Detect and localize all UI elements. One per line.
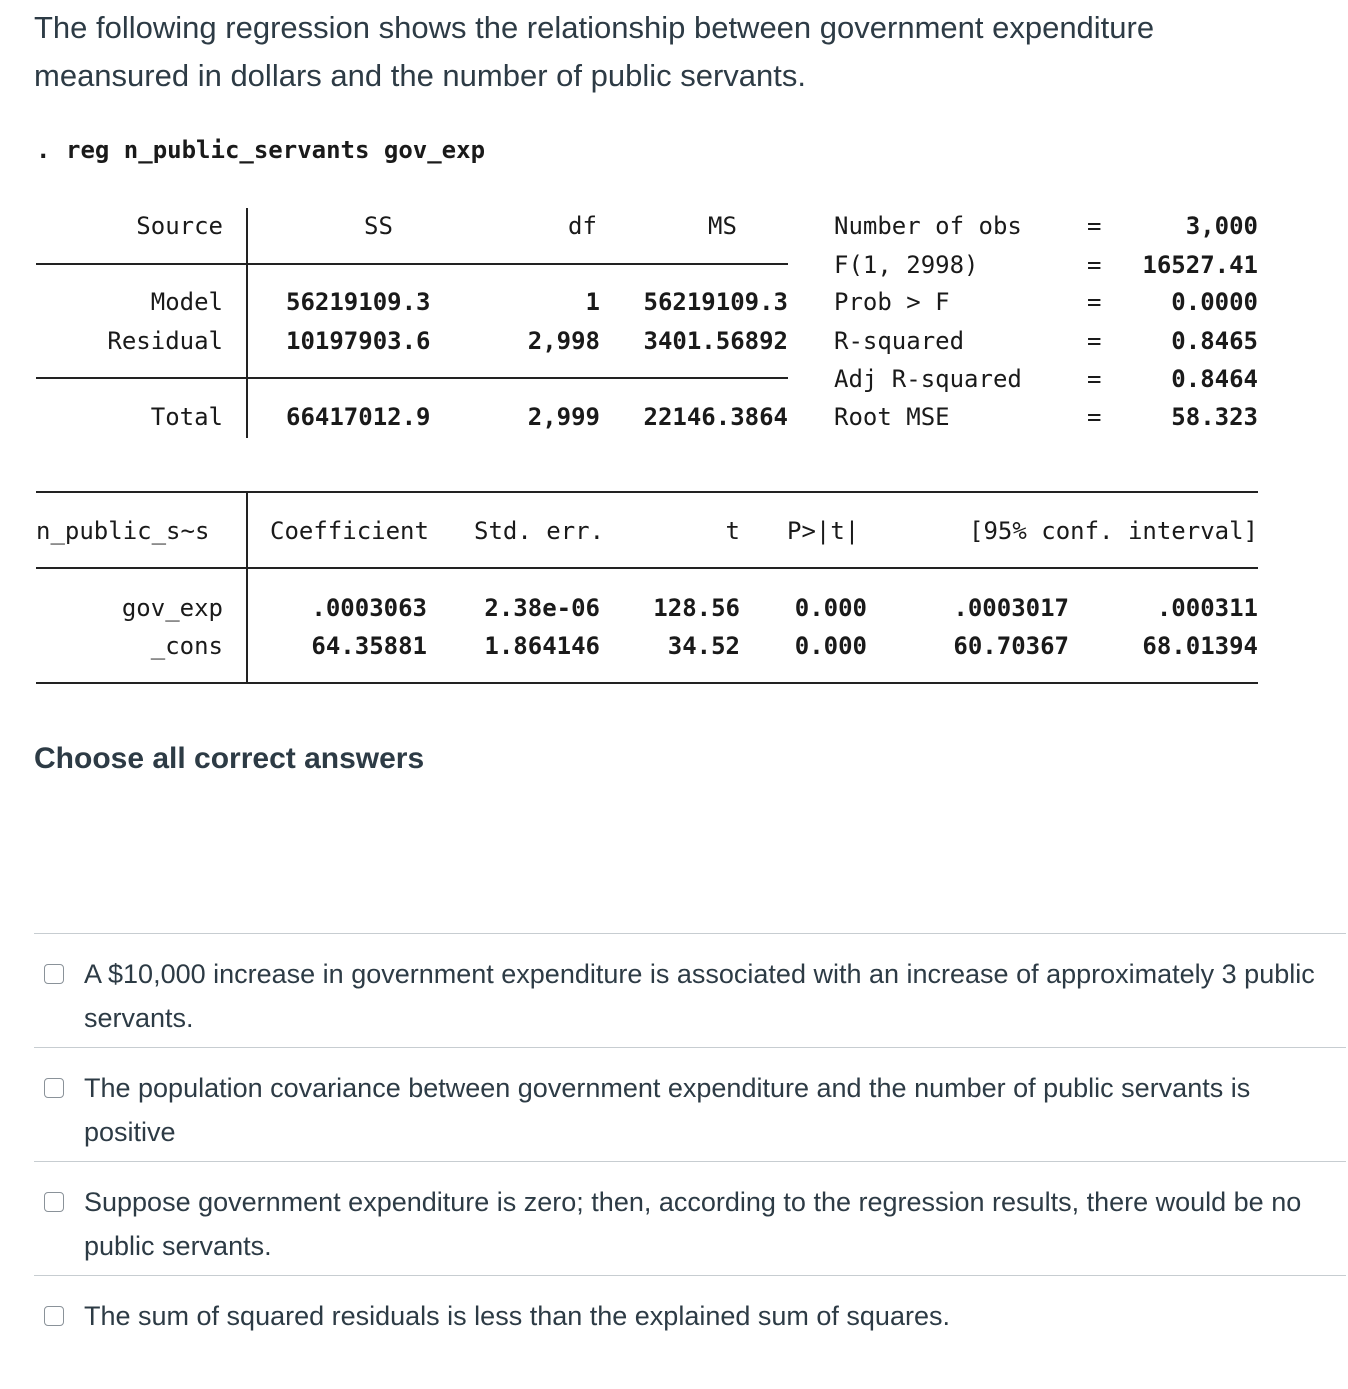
anova-header-source: Source [136, 212, 223, 240]
anova-row-df: 1 [585, 288, 600, 316]
coef-row-ci-lo: 60.70367 [953, 632, 1069, 660]
answer-option[interactable] [34, 1275, 1346, 1389]
answer-label[interactable]: A $10,000 increase in government expenditure is associated with an increase of approximately 3 public servants. [84, 959, 1315, 1033]
stat-equals: = [1087, 365, 1102, 393]
coef-top-rule [36, 491, 1258, 493]
stat-equals: = [1087, 403, 1102, 431]
stat-equals: = [1087, 212, 1102, 240]
coef-row-se: 2.38e-06 [484, 594, 600, 622]
coef-row-var: _cons [150, 632, 223, 660]
anova-row-source: Total [150, 403, 223, 431]
coef-header-ci: [95% conf. interval] [969, 517, 1258, 545]
anova-row-source: Residual [107, 327, 223, 355]
coef-header-p: P>|t| [787, 517, 860, 545]
coef-row-t: 34.52 [667, 632, 740, 660]
stat-value: 3,000 [1185, 212, 1258, 240]
answer-list [34, 933, 1346, 1389]
stat-equals: = [1087, 288, 1102, 316]
answer-checkbox[interactable] [44, 1306, 64, 1326]
instructions-heading: Choose all correct answers [34, 742, 425, 775]
answer-checkbox[interactable] [44, 1192, 64, 1212]
coef-mid-rule [36, 567, 1258, 569]
anova-row-source: Model [150, 288, 223, 316]
anova-row-ss: 66417012.9 [286, 403, 431, 431]
stat-value: 58.323 [1171, 403, 1258, 431]
anova-header-ms: MS [708, 212, 737, 240]
coef-row-var: gov_exp [121, 594, 223, 622]
question-text: The following regression shows the relationship between government expenditure meansured in dollars and the number of public servants. [34, 10, 1155, 93]
stat-label: F(1, 2998) [834, 251, 979, 279]
coef-row-p: 0.000 [794, 594, 867, 622]
answer-checkbox[interactable] [44, 964, 64, 984]
answer-label[interactable]: Suppose government expenditure is zero; then, according to the regression results, there would be no public servants. [84, 1187, 1302, 1261]
stat-label: Adj R-squared [834, 365, 1022, 393]
anova-row-df: 2,998 [527, 327, 600, 355]
coef-row-p: 0.000 [794, 632, 867, 660]
stat-value: 0.8464 [1171, 365, 1258, 393]
command-line: reg n_public_servants gov_exp [66, 136, 486, 164]
stat-equals: = [1087, 251, 1102, 279]
stat-value: 0.8465 [1171, 327, 1258, 355]
anova-row-ss: 56219109.3 [286, 288, 431, 316]
answer-option[interactable] [34, 933, 1346, 1047]
anova-row-ms: 56219109.3 [643, 288, 788, 316]
anova-row-ms: 3401.56892 [643, 327, 788, 355]
answer-label[interactable]: The population covariance between government expenditure and the number of public servants is positive [84, 1073, 1251, 1147]
anova-divider [246, 208, 248, 438]
anova-row-ss: 10197903.6 [286, 327, 431, 355]
coef-header-stderr: Std. err. [474, 517, 605, 545]
coef-depvar: n_public_s~s [36, 517, 210, 545]
answer-option[interactable] [34, 1047, 1346, 1161]
answer-label[interactable]: The sum of squared residuals is less than the explained sum of squares. [84, 1301, 950, 1331]
coef-row-ci-lo: .0003017 [953, 594, 1069, 622]
coef-bottom-rule [36, 682, 1258, 684]
coef-row-se: 1.864146 [484, 632, 600, 660]
anova-header-ss: SS [364, 212, 393, 240]
anova-header-df: df [568, 212, 597, 240]
coef-row-ci-hi: 68.01394 [1142, 632, 1258, 660]
coef-header-coefficient: Coefficient [270, 517, 429, 545]
coef-row-coef: .0003063 [311, 594, 427, 622]
answer-option[interactable] [34, 1161, 1346, 1275]
stat-value: 16527.41 [1142, 251, 1258, 279]
stat-equals: = [1087, 327, 1102, 355]
stat-label: R-squared [834, 327, 965, 355]
anova-top-rule [36, 263, 788, 265]
command-prompt: . [36, 136, 51, 164]
answer-checkbox[interactable] [44, 1078, 64, 1098]
coef-row-ci-hi: .000311 [1156, 594, 1258, 622]
coef-header-t: t [725, 517, 740, 545]
anova-row-df: 2,999 [527, 403, 600, 431]
stat-label: Prob > F [834, 288, 950, 316]
stat-label: Root MSE [834, 403, 950, 431]
stat-label: Number of obs [834, 212, 1022, 240]
anova-mid-rule [36, 377, 788, 379]
coef-row-t: 128.56 [653, 594, 740, 622]
coef-row-coef: 64.35881 [311, 632, 427, 660]
stat-value: 0.0000 [1171, 288, 1258, 316]
anova-row-ms: 22146.3864 [643, 403, 788, 431]
coef-divider [246, 492, 248, 683]
